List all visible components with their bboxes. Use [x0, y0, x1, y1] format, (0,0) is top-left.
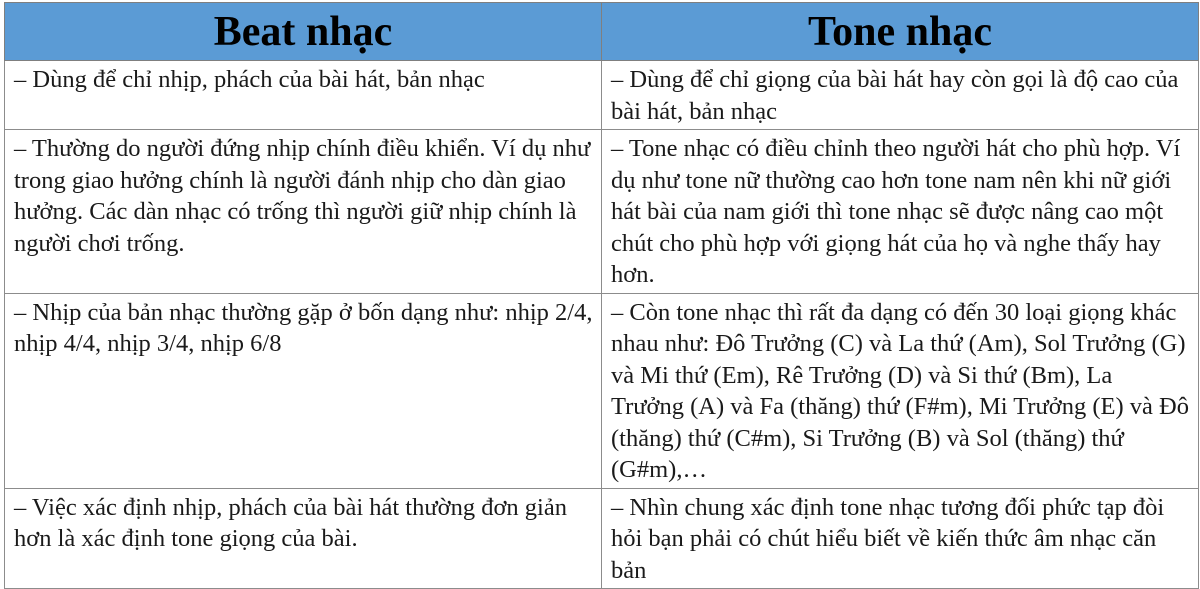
table-row — [5, 488, 1199, 589]
tone-cell-text: – Dùng để chỉ giọng của bài hát hay còn gọi là độ cao của bài hát, bản nhạc — [611, 66, 1179, 125]
header-beat: Beat nhạc — [5, 3, 602, 61]
tone-cell — [602, 61, 1199, 130]
header-tone: Tone nhạc — [602, 3, 1199, 61]
beat-cell-text: – Thường do người đứng nhịp chính điều khiển. Ví dụ như trong giao hưởng chính là người đánh nhịp cho dàn giao hưởng. Các dàn nhạc có trống thì người giữ nhịp chính là người chơi trống. — [14, 135, 591, 257]
beat-cell — [5, 488, 602, 589]
table-row — [5, 130, 1199, 294]
tone-cell-text: – Còn tone nhạc thì rất đa dạng có đến 30 loại giọng khác nhau như: Đô Trưởng (C) và La thứ (Am), Sol Trưởng (G) và Mi thứ (Em), Rê Trưởng (D) và Si thứ (Bm), La Trưởng (A) và Fa (thăng) thứ (F#m), Mi Trưởng (E) và Đô (thăng) thứ (C#m), Si Trưởng (B) và Sol (thăng) thứ (G#m),… — [611, 298, 1189, 483]
tone-cell-text: – Tone nhạc có điều chỉnh theo người hát cho phù hợp. Ví dụ như tone nữ thường cao hơn tone nam nên khi nữ giới hát bài của nam giới thì tone nhạc sẽ được nâng cao một chút cho phù hợp với giọng hát của họ và nghe thấy hay hơn. — [611, 135, 1181, 288]
beat-cell — [5, 293, 602, 488]
beat-cell — [5, 61, 602, 130]
tone-cell — [602, 488, 1199, 589]
header-row — [5, 3, 1199, 61]
table-row — [5, 61, 1199, 130]
tone-cell-text: – Nhìn chung xác định tone nhạc tương đối phức tạp đòi hỏi bạn phải có chút hiểu biết về kiến thức âm nhạc căn bản — [611, 493, 1165, 584]
beat-cell-text: – Dùng để chỉ nhịp, phách của bài hát, bản nhạc — [14, 66, 485, 93]
comparison-table — [4, 2, 1199, 589]
tone-cell — [602, 130, 1199, 294]
beat-cell-text: – Việc xác định nhịp, phách của bài hát thường đơn giản hơn là xác định tone giọng của bài. — [14, 493, 567, 552]
tone-cell — [602, 293, 1199, 488]
table-row — [5, 293, 1199, 488]
beat-cell — [5, 130, 602, 294]
beat-cell-text: – Nhịp của bản nhạc thường gặp ở bốn dạng như: nhịp 2/4, nhịp 4/4, nhịp 3/4, nhịp 6/8 — [14, 298, 593, 357]
